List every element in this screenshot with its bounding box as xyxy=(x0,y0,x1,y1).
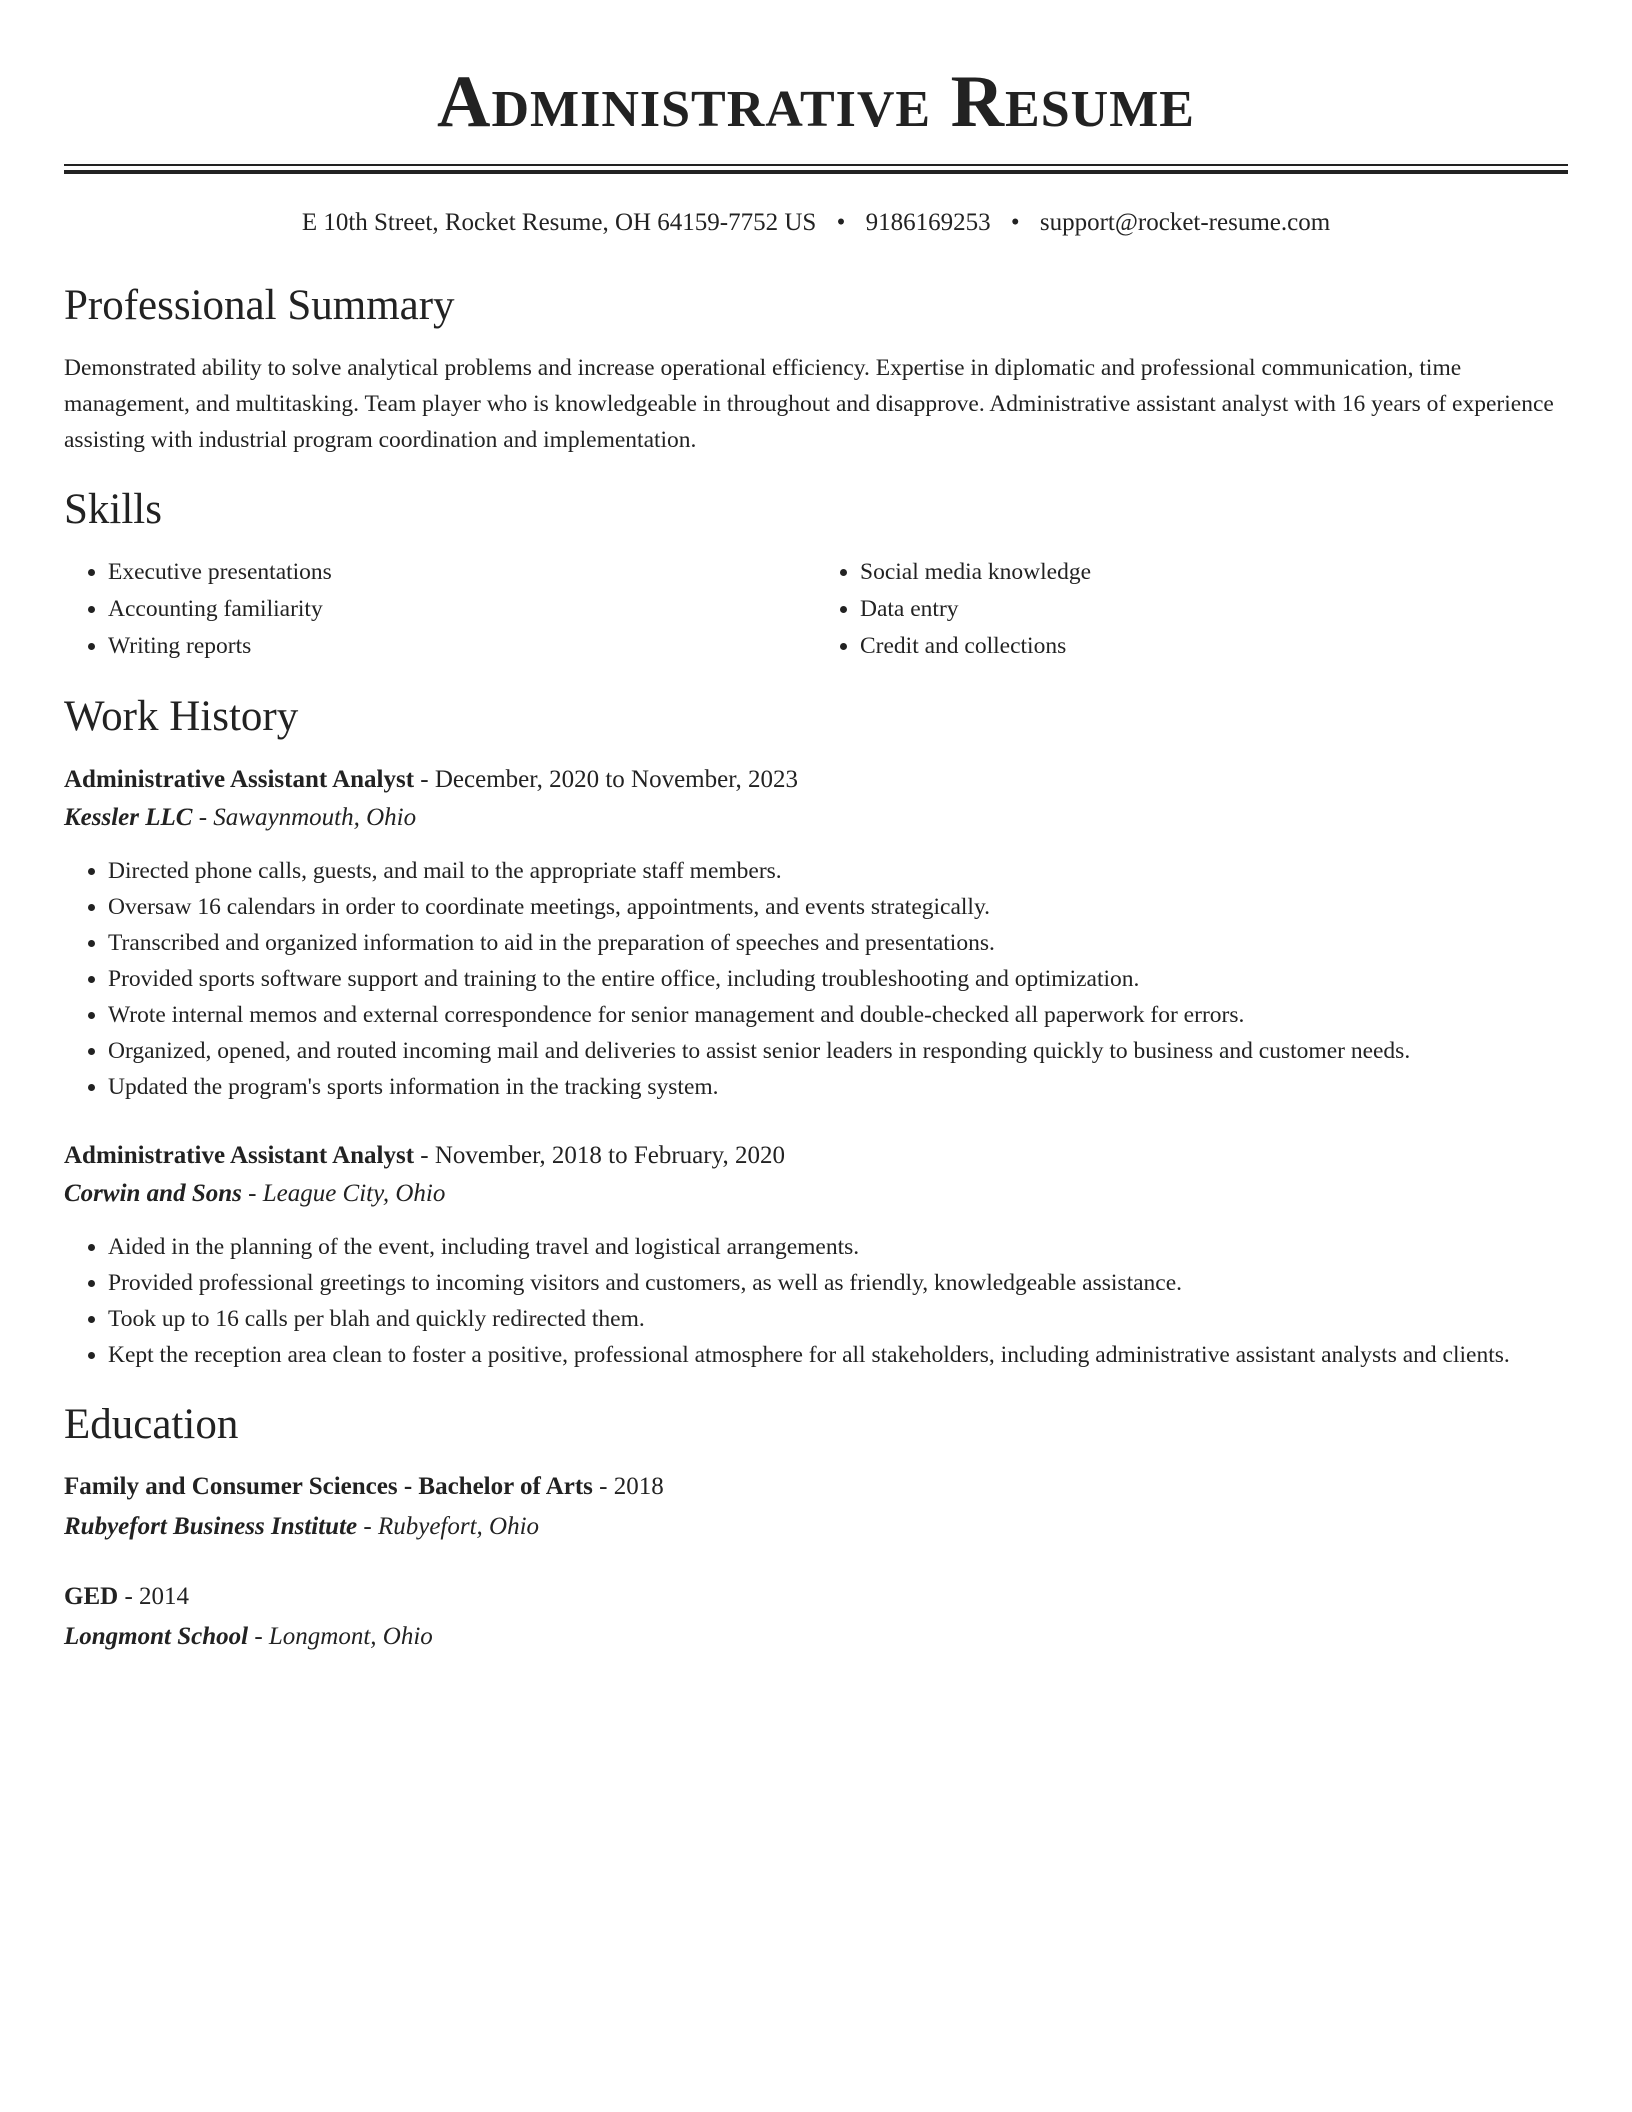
job-bullet: • Took up to 16 calls per blah and quickly redirected them. xyxy=(108,1301,1568,1337)
skill-item: • Accounting familiarity xyxy=(108,591,816,628)
job-title-line xyxy=(64,1137,1568,1175)
skill-item: • Credit and collections xyxy=(860,628,1568,665)
job-entry xyxy=(64,1137,1568,1373)
skill-item: • Executive presentations xyxy=(108,554,816,591)
summary-text: Demonstrated ability to solve analytical problems and increase operational efficiency. Expertise in diplomatic and professional communication, time management, and multitasking. Team player who is knowledgeable in throughout and disapprove. Administrative assistant analyst with 16 years of experience assisting with industrial program coordination and implementation. xyxy=(64,355,1554,453)
education-year: - 2018 xyxy=(592,1473,664,1500)
contact-phone: 9186169253 xyxy=(865,209,991,236)
skills-columns xyxy=(64,554,1568,665)
job-company-line xyxy=(64,1175,1568,1213)
summary-section xyxy=(64,280,1568,458)
job-bullet: • Provided professional greetings to incoming visitors and customers, as well as friendly, knowledgeable assistance. xyxy=(108,1265,1568,1301)
skill-item: • Writing reports xyxy=(108,628,816,665)
job-bullet: • Transcribed and organized information to aid in the preparation of speeches and presentations. xyxy=(108,925,1568,961)
work-heading: Work History xyxy=(64,693,299,740)
skill-item: • Social media knowledge xyxy=(860,554,1568,591)
job-dates: - November, 2018 to February, 2020 xyxy=(414,1142,785,1169)
job-bullets xyxy=(64,853,1568,1105)
skills-section xyxy=(64,484,1568,665)
job-entry xyxy=(64,761,1568,1105)
job-location: - League City, Ohio xyxy=(241,1180,446,1207)
job-bullet: • Provided sports software support and training to the entire office, including troubleshooting and optimization. xyxy=(108,961,1568,997)
summary-heading: Professional Summary xyxy=(64,282,455,329)
education-section xyxy=(64,1399,1568,1657)
education-school: Longmont School xyxy=(64,1623,249,1650)
job-location: - Sawaynmouth, Ohio xyxy=(192,804,417,831)
job-bullet: • Organized, opened, and routed incoming mail and deliveries to assist senior leaders in responding quickly to business and customer needs. xyxy=(108,1033,1568,1069)
contact-email: support@rocket-resume.com xyxy=(1039,209,1331,236)
education-degree-line xyxy=(64,1577,1568,1617)
skill-item: • Data entry xyxy=(860,591,1568,628)
job-title-line xyxy=(64,761,1568,799)
education-degree-line xyxy=(64,1467,1568,1507)
job-company: Kessler LLC xyxy=(64,804,193,831)
education-school: Rubyefort Business Institute xyxy=(64,1513,358,1540)
job-bullet: • Aided in the planning of the event, including travel and logistical arrangements. xyxy=(108,1229,1568,1265)
job-bullet: • Oversaw 16 calendars in order to coordinate meetings, appointments, and events strategically. xyxy=(108,889,1568,925)
education-location: - Longmont, Ohio xyxy=(248,1623,433,1650)
job-bullet: • Directed phone calls, guests, and mail to the appropriate staff members. xyxy=(108,853,1568,889)
job-title: Administrative Assistant Analyst xyxy=(64,1142,415,1169)
job-bullet: • Kept the reception area clean to foster a positive, professional atmosphere for all stakeholders, including administrative assistant analysts and clients. xyxy=(108,1337,1568,1373)
education-degree: GED xyxy=(64,1583,119,1610)
skills-list-left xyxy=(64,554,816,665)
education-school-line xyxy=(64,1507,1568,1547)
education-entry xyxy=(64,1577,1568,1657)
title-divider xyxy=(64,164,1568,174)
job-dates: - December, 2020 to November, 2023 xyxy=(414,766,799,793)
contact-separator: • xyxy=(836,209,846,236)
contact-address: E 10th Street, Rocket Resume, OH 64159-7752 US xyxy=(301,209,817,236)
work-section xyxy=(64,691,1568,1373)
job-bullet: • Wrote internal memos and external correspondence for senior management and double-checked all paperwork for errors. xyxy=(108,997,1568,1033)
contact-line xyxy=(64,206,1568,240)
education-school-line xyxy=(64,1617,1568,1657)
resume-title: Administrative Resume xyxy=(437,61,1195,143)
skills-heading: Skills xyxy=(64,486,162,533)
job-company: Corwin and Sons xyxy=(64,1180,242,1207)
education-heading: Education xyxy=(64,1401,239,1448)
education-degree: Family and Consumer Sciences - Bachelor of Arts xyxy=(64,1473,593,1500)
job-company-line xyxy=(64,799,1568,837)
job-bullets xyxy=(64,1229,1568,1373)
job-title: Administrative Assistant Analyst xyxy=(64,766,415,793)
education-location: - Rubyefort, Ohio xyxy=(357,1513,540,1540)
education-year: - 2014 xyxy=(118,1583,190,1610)
job-bullet: • Updated the program's sports information in the tracking system. xyxy=(108,1069,1568,1105)
skills-list-right xyxy=(816,554,1568,665)
contact-separator: • xyxy=(1010,209,1020,236)
education-entry xyxy=(64,1467,1568,1547)
